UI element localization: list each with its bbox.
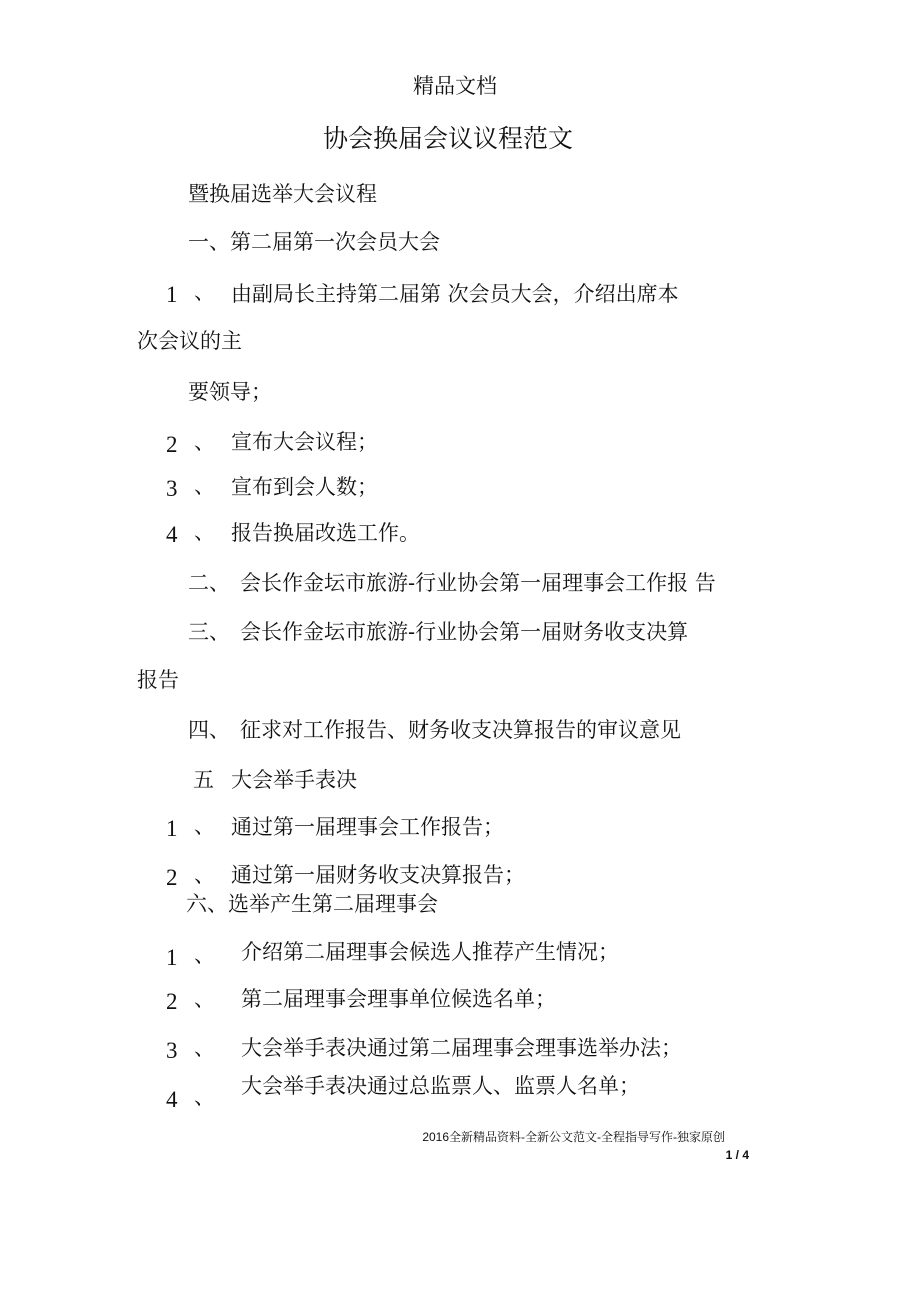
- section1-item1-continuation: 次会议的主: [137, 329, 242, 353]
- item-text: 大会举手表决通过总监票人、监票人名单；: [241, 1074, 640, 1098]
- section3-continuation: 报告: [137, 668, 179, 692]
- item-number: 3: [166, 476, 178, 501]
- item-number: 1: [166, 945, 178, 970]
- item-text: 报告换届改选工作。: [231, 521, 420, 545]
- item-text: 大会举手表决通过第二届理事会理事选举办法；: [241, 1036, 682, 1060]
- item-mark: 、: [194, 280, 215, 304]
- item-number: 4: [166, 522, 178, 547]
- item-text: 通过第一届理事会工作报告；: [231, 815, 504, 839]
- section-text: 会长作金坛市旅游-行业协会第一届财务收支决算: [240, 620, 689, 644]
- section6-heading: 六、选举产生第二届理事会: [186, 892, 438, 916]
- item-mark: 、: [194, 814, 215, 838]
- item-mark: 、: [194, 987, 215, 1011]
- item-mark: 、: [194, 430, 215, 454]
- document-title: 协会换届会议议程范文: [322, 124, 573, 153]
- section-mark: 三、: [188, 620, 230, 644]
- page-number: 1 / 4: [725, 1148, 749, 1162]
- item-number: 2: [166, 989, 178, 1014]
- item-number: 3: [166, 1038, 178, 1063]
- item-mark: 、: [194, 520, 215, 544]
- item-text: 宣布大会议程；: [231, 430, 378, 454]
- item-text: 通过第一届财务收支决算报告；: [231, 863, 525, 887]
- section-text: 征求对工作报告、财务收支决算报告的审议意见: [240, 718, 681, 742]
- item-mark: 、: [194, 863, 215, 887]
- item-text: 由副局长主持第二届第 次会员大会，介绍出席本: [231, 282, 679, 306]
- item-number: 4: [166, 1087, 178, 1112]
- item-number: 2: [166, 432, 178, 457]
- section-mark: 五: [193, 768, 214, 792]
- section-mark: 四、: [188, 718, 230, 742]
- page-footer: 2016全新精品资料-全新公文范文-全程指导写作-独家原创: [422, 1130, 725, 1144]
- subtitle: 暨换届选举大会议程: [188, 182, 377, 206]
- item-mark: 、: [194, 1085, 215, 1109]
- section-mark: 二、: [188, 571, 230, 595]
- item-number: 1: [166, 816, 178, 841]
- item-mark: 、: [194, 474, 215, 498]
- item-text: 宣布到会人数；: [231, 475, 378, 499]
- section1-heading: 一、第二届第一次会员大会: [188, 230, 440, 254]
- section-text: 会长作金坛市旅游-行业协会第一届理事会工作报 告: [240, 571, 716, 595]
- item-text: 介绍第二届理事会候选人推荐产生情况；: [241, 940, 619, 964]
- item-text: 第二届理事会理事单位候选名单；: [241, 987, 556, 1011]
- section-text: 大会举手表决: [231, 768, 357, 792]
- item-number: 1: [166, 282, 178, 307]
- page-header: 精品文档: [413, 74, 497, 98]
- section1-item1-continuation-2: 要领导；: [188, 380, 272, 404]
- item-number: 2: [166, 865, 178, 890]
- item-mark: 、: [194, 1036, 215, 1060]
- item-mark: 、: [194, 943, 215, 967]
